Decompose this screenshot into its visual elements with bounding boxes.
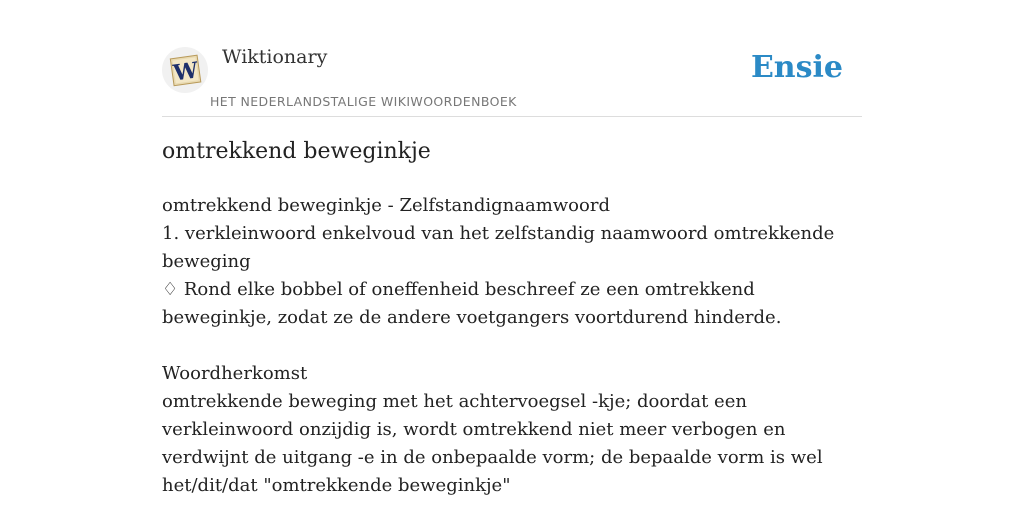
wiktionary-logo-icon[interactable] [162,47,208,93]
logo-letter: W [171,57,200,87]
spacer [162,332,862,360]
site-tagline: HET NEDERLANDSTALIGE WIKIWOORDENBOEK [210,94,517,109]
page-title: omtrekkend beweginkje [162,139,431,164]
entry-example: ♢ Rond elke bobbel of oneffenheid beschreef ze een omtrekkend beweginkje, zodat ze de andere voetgangers voortdurend hinderde. [162,279,782,328]
brand-logo[interactable]: Ensie [750,50,843,85]
entry-definition: 1. verkleinwoord enkelvoud van het zelfstandig naamwoord omtrekkende beweging [162,223,835,272]
etymology-heading: Woordherkomst [162,363,308,384]
entry-content [162,192,862,500]
entry-heading-line: omtrekkend beweginkje - Zelfstandignaamwoord [162,195,610,216]
etymology-text: omtrekkende beweging met het achtervoegsel -kje; doordat een verkleinwoord onzijdig is, wordt omtrekkend niet meer verbogen en verdwijnt de uitgang -e in de onbepaalde vorm; de bepaalde vorm is wel het/dit/dat "omtrekkende beweginkje" [162,391,823,496]
site-name[interactable]: Wiktionary [222,46,328,68]
site-header [162,0,862,117]
